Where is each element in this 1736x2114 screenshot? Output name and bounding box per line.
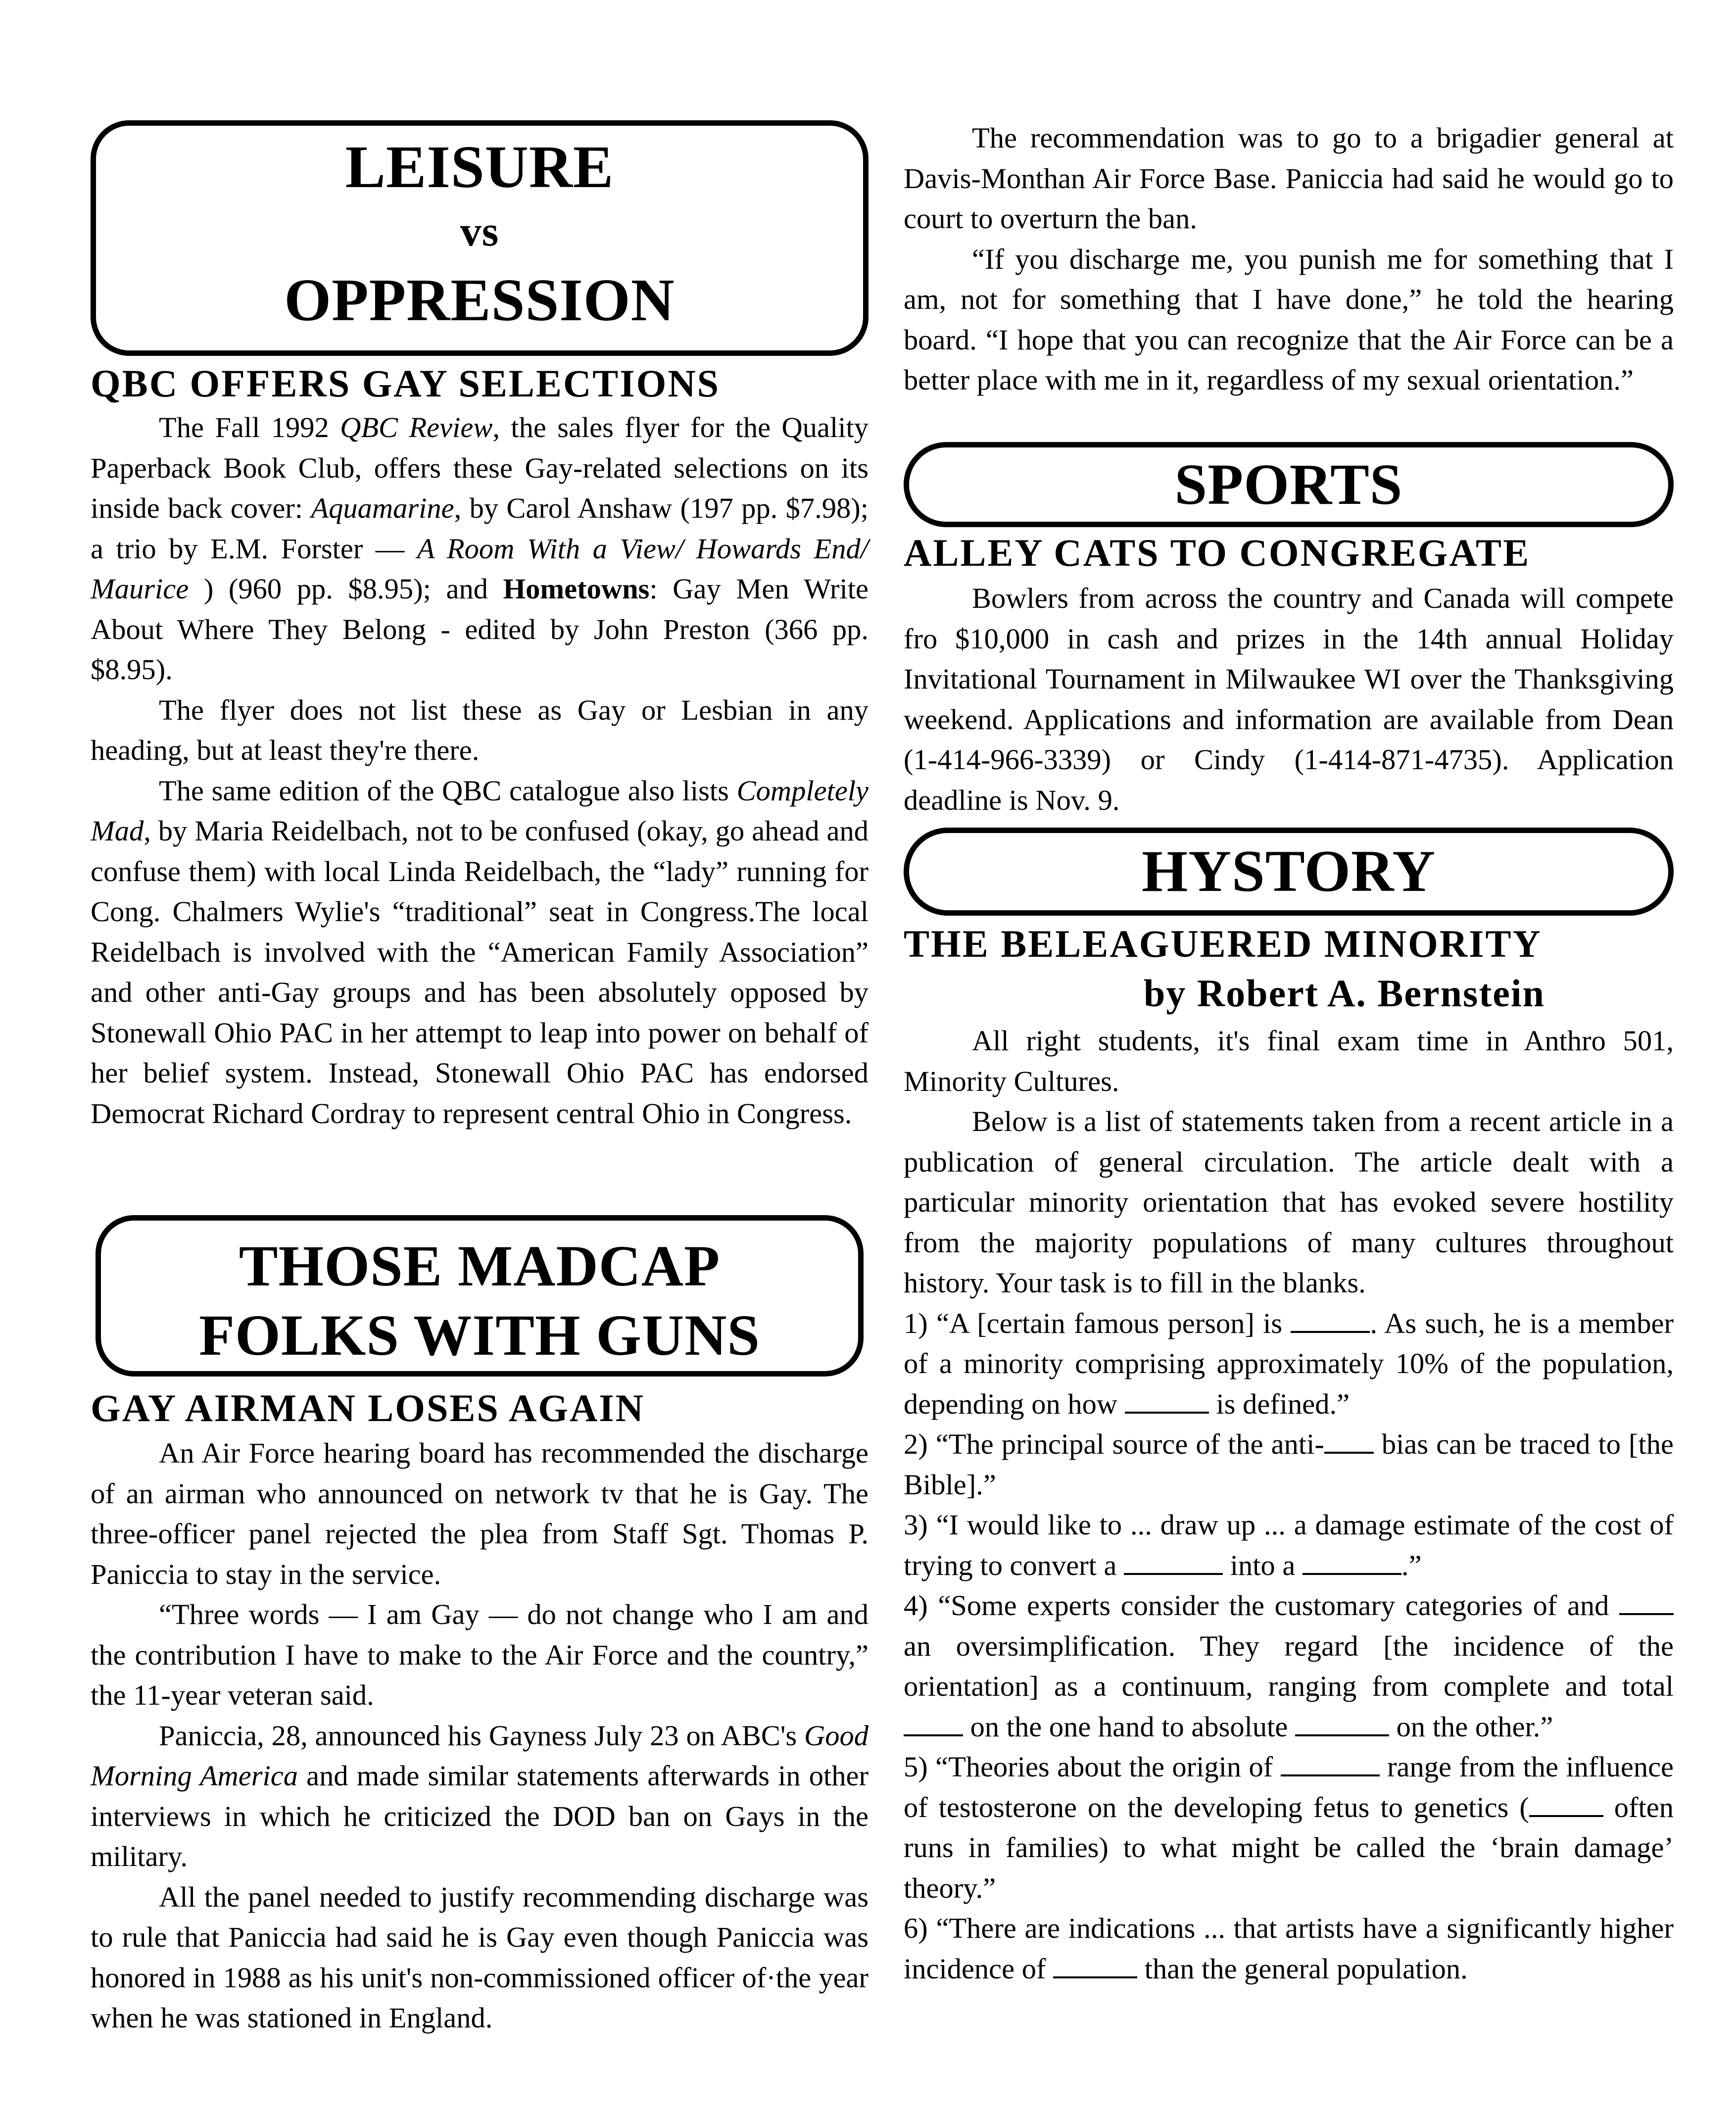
fill-blank	[1295, 1707, 1389, 1736]
paragraph: Below is a list of statements taken from a recent article in a publication of general circulation. The article dealt with a particular minority orientation that has evoked severe hostility from the majority populations of many cultures throughout history. Your task is to fill in the blanks.	[904, 1105, 1674, 1299]
article-body-alley-cats	[904, 578, 1674, 820]
section-title-hystory: HYSTORY	[1141, 838, 1436, 904]
fill-blank	[1324, 1424, 1374, 1454]
fill-blank	[1124, 1545, 1223, 1575]
section-title-sports: SPORTS	[1174, 452, 1403, 517]
fill-blank	[1529, 1787, 1603, 1817]
byline-robert-bernstein: by Robert A. Bernstein	[1144, 972, 1545, 1015]
fill-blank	[1053, 1949, 1137, 1978]
fill-blank	[1302, 1545, 1401, 1575]
exam-question-1: 1) “A [certain famous person] is . As such, he is a member of a minority comprising approximately 10% of the population, depending on how is defined.”	[904, 1303, 1674, 1425]
article-body-qbc	[91, 407, 868, 1133]
section-title-leisure: LEISURE	[345, 134, 614, 200]
section-title-those-madcap: THOSE MADCAP	[239, 1233, 721, 1298]
paragraph: Paniccia, 28, announced his Gayness July 23 on ABC's Good Morning America and made similar statements afterwards in other interviews in which he criticized the DOD ban on Gays in the military.	[91, 1719, 868, 1872]
section-title-vs: vs	[460, 207, 499, 255]
article-body-airman	[91, 1433, 868, 2038]
fill-blank	[1619, 1585, 1674, 1615]
section-box-leisure-vs-oppression	[91, 120, 868, 356]
fill-blank	[1125, 1384, 1209, 1414]
headline-alley-cats-to-congregate: ALLEY CATS TO CONGREGATE	[904, 531, 1531, 574]
article-body-beleaguered-minority	[904, 1021, 1674, 1989]
italic-title-aquamarine: Aquamarine	[311, 492, 454, 524]
italic-title-good-morning-america: Good Morning America	[91, 1719, 868, 1792]
section-box-sports	[904, 442, 1674, 527]
exam-question-2: 2) “The principal source of the anti- bias can be traced to [the Bible].”	[904, 1424, 1674, 1505]
fill-blank	[1281, 1747, 1380, 1776]
article-body-airman-continued	[904, 118, 1674, 400]
paragraph: The Fall 1992 QBC Review, the sales flyer for the Quality Paperback Book Club, offers these Gay-related selections on its inside back cover: Aquamarine, by Carol Anshaw (197 pp. $7.98); a trio by E.M. Forster — A Room With a View/ Howards End/ Maurice ) (960 pp. $8.95); and Hometowns: Gay Men Write About Where They Belong - edited by John Preston (366 pp. $8.95).	[91, 411, 869, 686]
headline-qbc-offers-gay-selections: QBC OFFERS GAY SELECTIONS	[91, 362, 721, 405]
italic-title-forster-trio: A Room With a View/ Howards End/ Maurice	[91, 532, 869, 605]
paragraph: Bowlers from across the country and Canada will compete fro $10,000 in cash and prizes in the 14th annual Holiday Invitational Tournament in Milwaukee WI over the Thanksgiving weekend. Applications and information are available from Dean (1-414-966-3339) or Cindy (1-414-871-4735). Application deadline is Nov. 9.	[904, 582, 1674, 816]
paragraph: All the panel needed to justify recommending discharge was to rule that Paniccia had said he is Gay even though Paniccia was honored in 1988 as his unit's non-commissioned officer of·the year when he was stationed in England.	[91, 1880, 868, 2034]
exam-question-3: 3) “I would like to ... draw up ... a damage estimate of the cost of trying to convert a into a .”	[904, 1509, 1674, 1581]
fill-blank	[904, 1707, 963, 1736]
italic-title-qbc-review: QBC Review	[340, 411, 493, 443]
paragraph: All right students, it's final exam time in Anthro 501, Minority Cultures.	[904, 1025, 1674, 1097]
section-title-folks-with-guns: FOLKS WITH GUNS	[198, 1303, 761, 1368]
paragraph: “If you discharge me, you punish me for something that I am, not for something that I have done,” he told the hearing board. “I hope that you can recognize that the Air Force can be a better place with me in it, regardless of my sexual orientation.”	[904, 243, 1674, 396]
headline-gay-airman-loses-again: GAY AIRMAN LOSES AGAIN	[91, 1386, 645, 1429]
section-title-oppression: OPPRESSION	[284, 267, 675, 334]
section-box-hystory	[904, 828, 1674, 916]
paragraph: “Three words — I am Gay — do not change who I am and the contribution I have to make to the Air Force and the country,” the 11-year veteran said.	[91, 1598, 868, 1711]
bold-title-hometowns: Hometowns	[503, 573, 650, 605]
exam-question-5: 5) “Theories about the origin of range from the influence of testosterone on the developing fetus to genetics ( often runs in families) to what might be called the ‘brain damage’ theory.”	[904, 1747, 1674, 1908]
section-box-madcap-folks	[96, 1215, 864, 1377]
headline-beleaguered-minority: THE BELEAGUERED MINORITY	[904, 922, 1542, 965]
paragraph: The flyer does not list these as Gay or Lesbian in any heading, but at least they're there.	[91, 693, 868, 766]
exam-question-6: 6) “There are indications ... that artists have a significantly higher incidence of than the general population.	[904, 1912, 1674, 1985]
paragraph: An Air Force hearing board has recommended the discharge of an airman who announced on network tv that he is Gay. The three-officer panel rejected the plea from Staff Sgt. Thomas P. Paniccia to stay in the service.	[91, 1437, 868, 1590]
fill-blank	[1291, 1303, 1370, 1333]
exam-question-4: 4) “Some experts consider the customary categories of and an oversimplification. They regard [the incidence of the orientation] as a continuum, ranging from complete and total on the one hand to absolute on the other.”	[904, 1585, 1674, 1747]
paragraph: The same edition of the QBC catalogue also lists Completely Mad, by Maria Reidelbach, not to be confused (okay, go ahead and confuse them) with local Linda Reidelbach, the “lady” running for Cong. Chalmers Wylie's “traditional” seat in Congress.The local Reidelbach is involved with the “American Family Association” and other anti-Gay groups and has been absolutely opposed by Stonewall Ohio PAC in her attempt to leap into power on behalf of her belief system. Instead, Stonewall Ohio PAC has endorsed Democrat Richard Cordray to represent central Ohio in Congress.	[91, 774, 868, 1130]
paragraph: The recommendation was to go to a brigadier general at Davis-Monthan Air Force Base. Paniccia had said he would go to court to overturn the ban.	[904, 122, 1674, 235]
italic-title-completely-mad: Completely Mad	[91, 774, 868, 847]
